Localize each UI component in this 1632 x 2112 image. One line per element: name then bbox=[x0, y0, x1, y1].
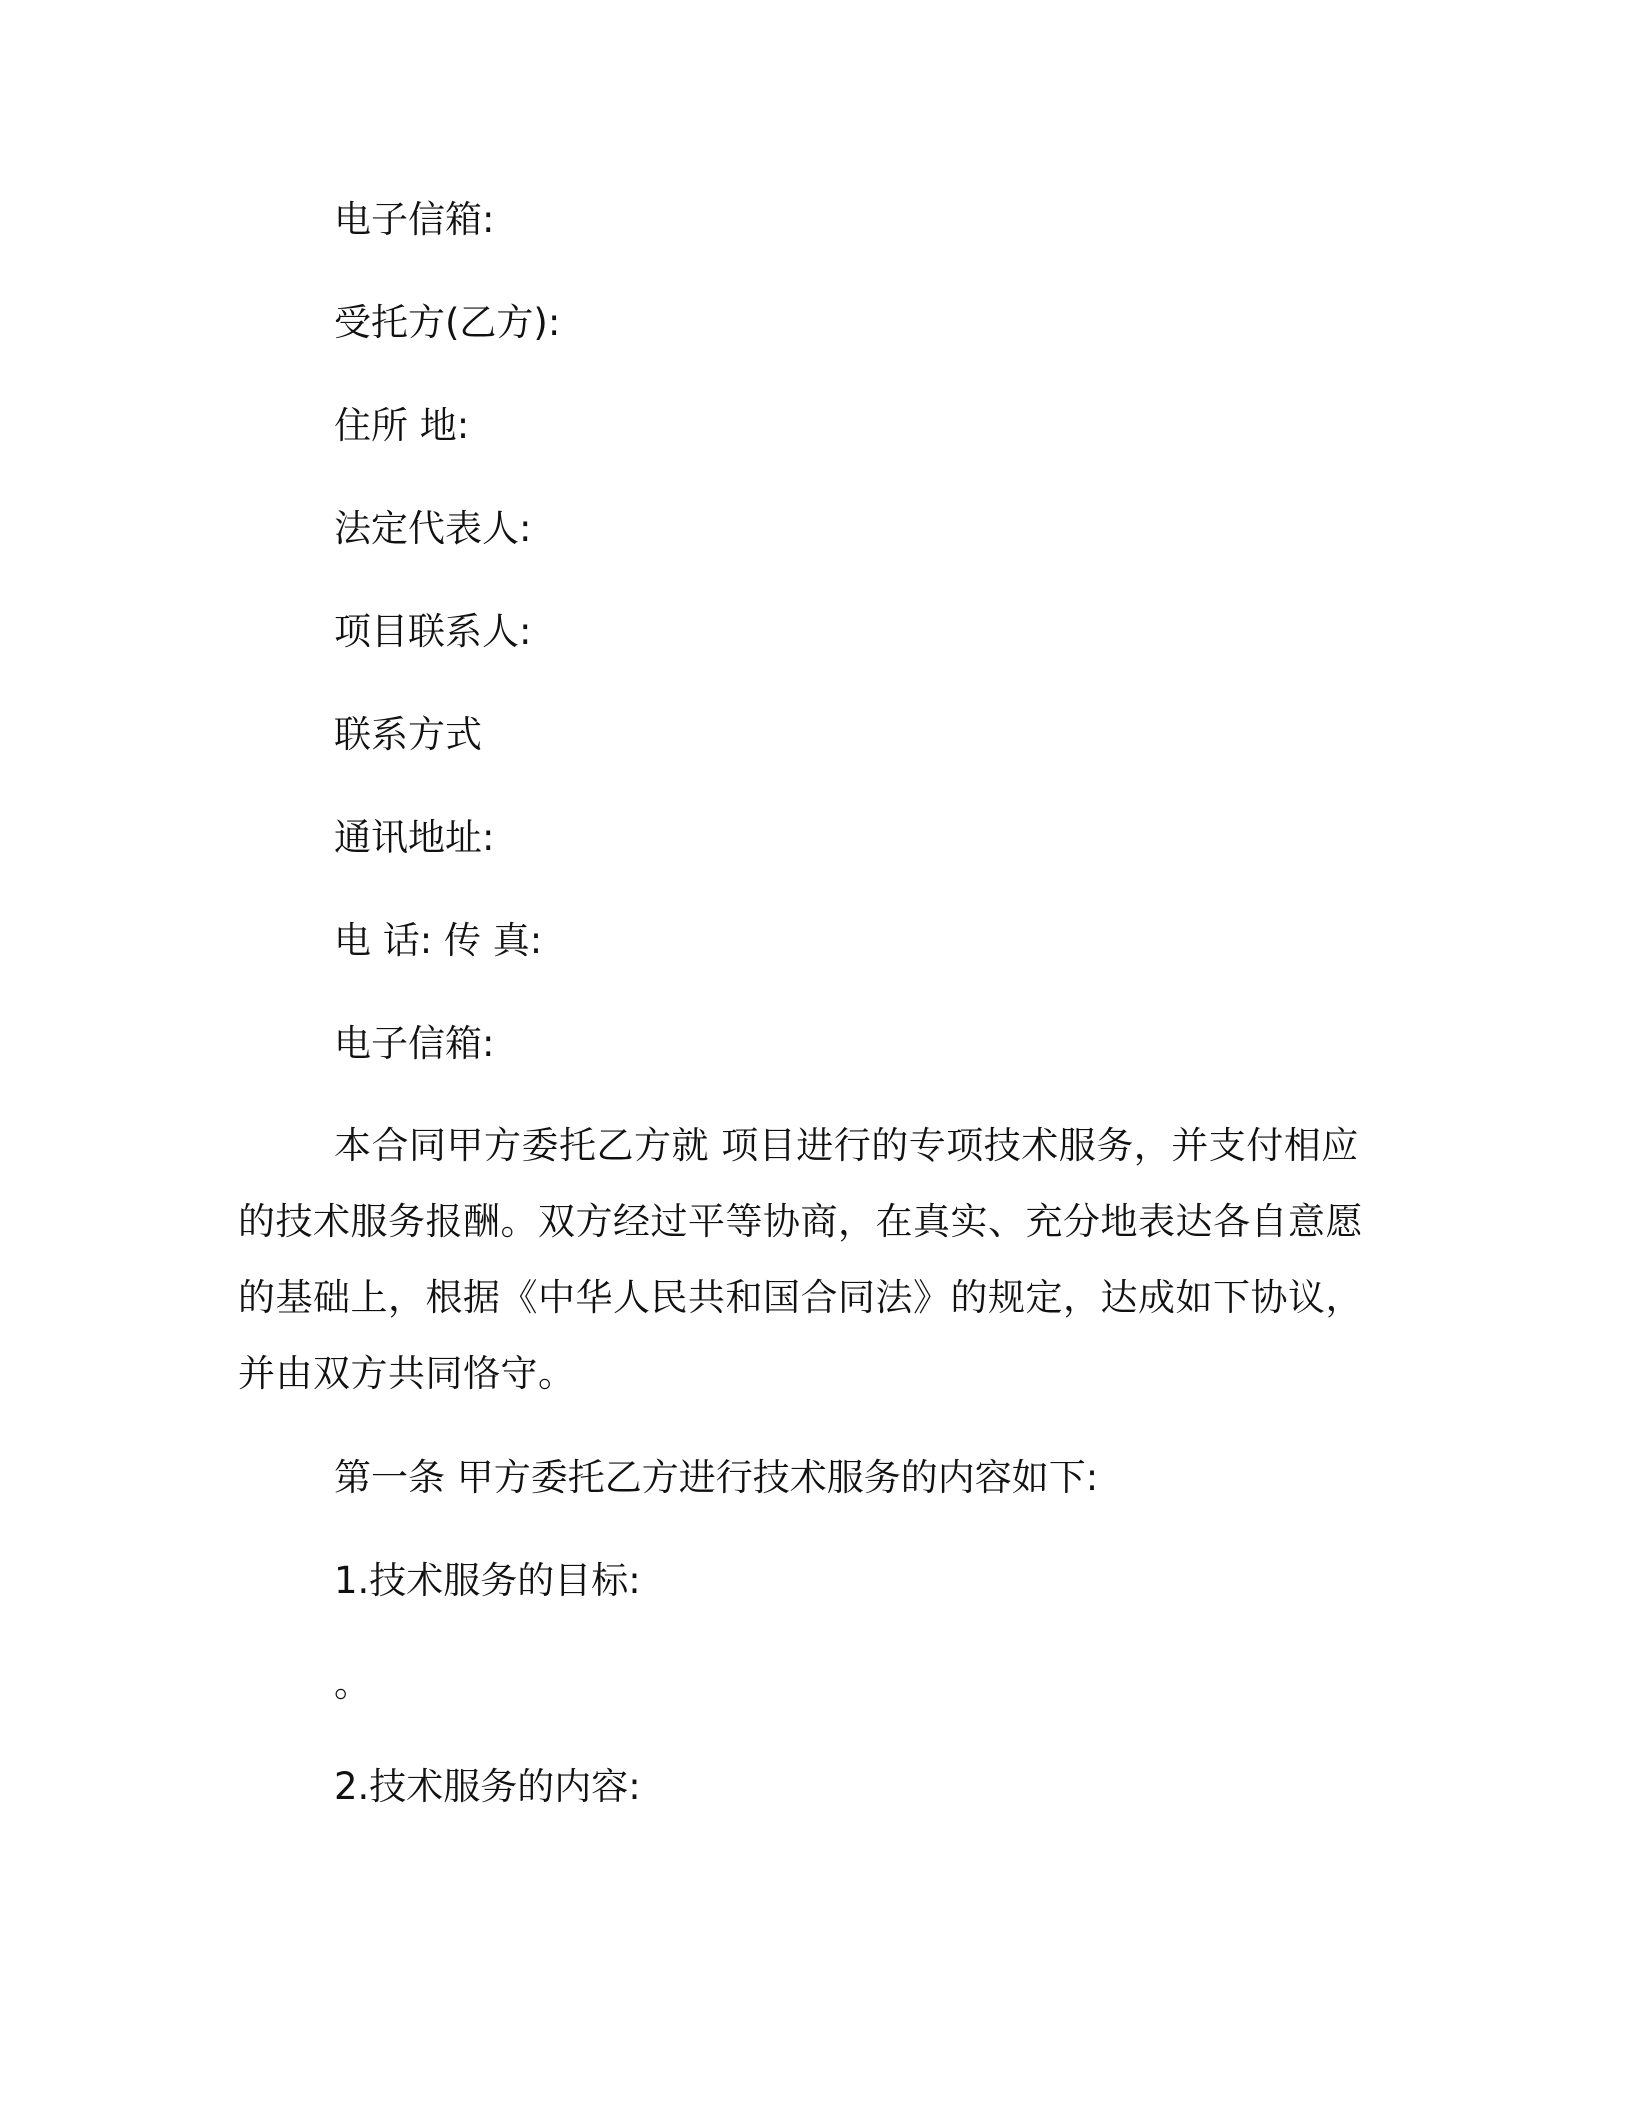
legal-representative-label: 法定代表人: bbox=[334, 507, 532, 550]
service-goal-value: 。 bbox=[334, 1662, 371, 1705]
mailing-address-label: 通讯地址: bbox=[334, 816, 495, 859]
project-contact-label: 项目联系人: bbox=[334, 610, 532, 653]
phone-fax-label: 电 话: 传 真: bbox=[334, 919, 543, 962]
party-b-label: 受托方(乙方): bbox=[334, 301, 561, 344]
email-label-party-b: 电子信箱: bbox=[334, 1022, 495, 1065]
article-one-heading: 第一条 甲方委托乙方进行技术服务的内容如下: bbox=[334, 1456, 1099, 1499]
intro-paragraph: 本合同甲方委托乙方就 项目进行的专项技术服务，并支付相应的技术服务报酬。双方经过平等协商，在真实、充分地表达各自意愿的基础上，根据《中华人民共和国合同法》的规定，达成如下协议，并由双方共同恪守。 bbox=[238, 1124, 1363, 1395]
email-label-party-a: 电子信箱: bbox=[334, 198, 495, 241]
contact-method-label: 联系方式 bbox=[334, 713, 482, 756]
service-content-label: 2.技术服务的内容: bbox=[334, 1765, 641, 1808]
address-label: 住所 地: bbox=[334, 404, 470, 447]
service-goal-label: 1.技术服务的目标: bbox=[334, 1559, 641, 1602]
